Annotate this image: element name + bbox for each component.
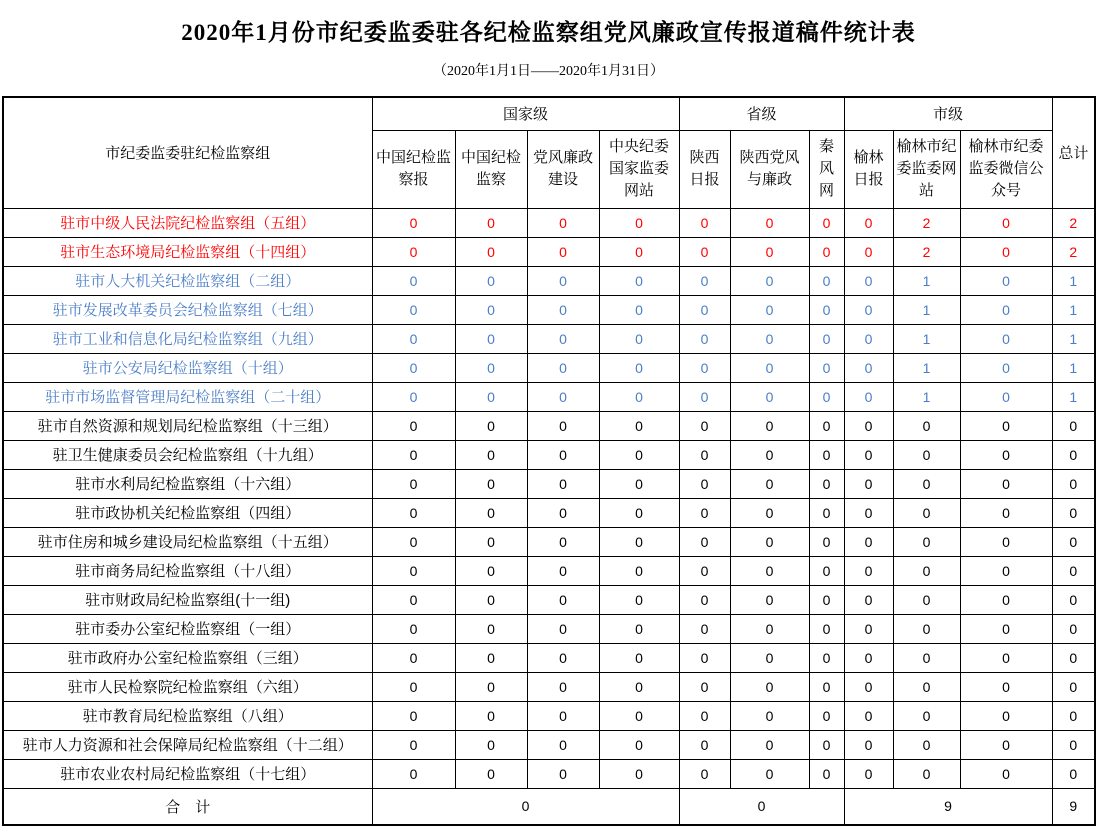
value-cell: 0 (844, 585, 893, 614)
column-header-2-2: 榆林市纪委监委微信公众号 (960, 130, 1052, 208)
row-total: 0 (1052, 759, 1095, 788)
value-cell: 0 (527, 672, 599, 701)
value-cell: 0 (372, 527, 455, 556)
value-cell: 0 (372, 353, 455, 382)
value-cell: 0 (372, 585, 455, 614)
table-row (3, 353, 1095, 382)
group-name: 驻市商务局纪检监察组（十八组） (3, 556, 372, 585)
value-cell: 0 (372, 266, 455, 295)
value-cell: 1 (893, 295, 960, 324)
corner-header: 市纪委监委驻纪检监察组 (3, 97, 372, 208)
page-title: 2020年1月份市纪委监委驻各纪检监察组党风廉政宣传报道稿件统计表 (181, 20, 916, 45)
group-name: 驻市人力资源和社会保障局纪检监察组（十二组） (3, 730, 372, 759)
value-cell: 0 (372, 730, 455, 759)
value-cell: 0 (527, 411, 599, 440)
row-total: 0 (1052, 527, 1095, 556)
value-cell: 0 (372, 411, 455, 440)
row-total: 2 (1052, 208, 1095, 237)
table-row (3, 614, 1095, 643)
column-header-0-1: 中国纪检监察 (455, 130, 527, 208)
value-cell: 0 (844, 237, 893, 266)
value-cell: 0 (455, 469, 527, 498)
value-cell: 0 (960, 585, 1052, 614)
group-total-0: 0 (372, 788, 679, 825)
value-cell: 0 (455, 730, 527, 759)
value-cell: 0 (960, 208, 1052, 237)
value-cell: 0 (960, 730, 1052, 759)
value-cell: 0 (809, 672, 844, 701)
table-row (3, 237, 1095, 266)
value-cell: 0 (527, 730, 599, 759)
group-name: 驻市教育局纪检监察组（八组） (3, 701, 372, 730)
row-total: 0 (1052, 614, 1095, 643)
value-cell: 0 (730, 237, 809, 266)
value-cell: 0 (599, 411, 679, 440)
column-header-1-2: 秦风网 (809, 130, 844, 208)
value-cell: 0 (809, 527, 844, 556)
value-cell: 0 (893, 585, 960, 614)
group-name: 驻市农业农村局纪检监察组（十七组） (3, 759, 372, 788)
value-cell: 0 (599, 556, 679, 585)
row-total: 0 (1052, 469, 1095, 498)
value-cell: 0 (372, 614, 455, 643)
value-cell: 0 (455, 411, 527, 440)
value-cell: 0 (527, 614, 599, 643)
value-cell: 0 (679, 208, 730, 237)
value-cell: 0 (809, 382, 844, 411)
value-cell: 0 (599, 382, 679, 411)
value-cell: 0 (599, 759, 679, 788)
group-header-1: 省级 (679, 97, 844, 130)
value-cell: 0 (730, 208, 809, 237)
value-cell: 0 (844, 208, 893, 237)
group-name: 驻市中级人民法院纪检监察组（五组） (3, 208, 372, 237)
value-cell: 0 (599, 614, 679, 643)
value-cell: 0 (679, 411, 730, 440)
value-cell: 0 (960, 614, 1052, 643)
value-cell: 0 (372, 759, 455, 788)
value-cell: 0 (730, 527, 809, 556)
value-cell: 0 (960, 527, 1052, 556)
value-cell: 0 (844, 730, 893, 759)
value-cell: 0 (960, 469, 1052, 498)
value-cell: 0 (527, 237, 599, 266)
value-cell: 0 (679, 701, 730, 730)
group-total-2: 9 (844, 788, 1052, 825)
group-name: 驻市人大机关纪检监察组（二组） (3, 266, 372, 295)
table-row (3, 701, 1095, 730)
group-header-2: 市级 (844, 97, 1052, 130)
value-cell: 0 (960, 759, 1052, 788)
group-name: 驻市政府办公室纪检监察组（三组） (3, 643, 372, 672)
value-cell: 0 (844, 556, 893, 585)
value-cell: 0 (844, 295, 893, 324)
value-cell: 0 (455, 614, 527, 643)
value-cell: 0 (893, 527, 960, 556)
value-cell: 0 (960, 237, 1052, 266)
group-total-1: 0 (679, 788, 844, 825)
value-cell: 0 (527, 382, 599, 411)
table-row (3, 440, 1095, 469)
table-row (3, 295, 1095, 324)
value-cell: 0 (679, 237, 730, 266)
row-total: 0 (1052, 498, 1095, 527)
value-cell: 0 (844, 469, 893, 498)
grand-total-label: 合 计 (3, 788, 372, 825)
value-cell: 0 (809, 730, 844, 759)
value-cell: 0 (527, 324, 599, 353)
table-footer (3, 788, 1095, 825)
value-cell: 0 (809, 556, 844, 585)
value-cell: 0 (960, 556, 1052, 585)
value-cell: 0 (527, 498, 599, 527)
row-total: 1 (1052, 266, 1095, 295)
group-name: 驻市水利局纪检监察组（十六组） (3, 469, 372, 498)
value-cell: 0 (809, 440, 844, 469)
value-cell: 0 (809, 614, 844, 643)
value-cell: 0 (679, 440, 730, 469)
value-cell: 0 (809, 701, 844, 730)
value-cell: 0 (527, 266, 599, 295)
value-cell: 0 (527, 556, 599, 585)
value-cell: 0 (679, 324, 730, 353)
value-cell: 0 (679, 672, 730, 701)
value-cell: 0 (893, 643, 960, 672)
value-cell: 0 (372, 237, 455, 266)
value-cell: 0 (599, 266, 679, 295)
table-row (3, 324, 1095, 353)
value-cell: 0 (809, 759, 844, 788)
group-name: 驻市财政局纪检监察组(十一组) (3, 585, 372, 614)
value-cell: 0 (960, 643, 1052, 672)
row-total: 0 (1052, 730, 1095, 759)
value-cell: 0 (455, 324, 527, 353)
value-cell: 0 (844, 382, 893, 411)
value-cell: 0 (844, 672, 893, 701)
value-cell: 0 (455, 266, 527, 295)
row-total: 1 (1052, 353, 1095, 382)
header-group-row (3, 97, 1095, 130)
value-cell: 0 (372, 382, 455, 411)
group-name: 驻市生态环境局纪检监察组（十四组） (3, 237, 372, 266)
value-cell: 0 (893, 730, 960, 759)
row-total: 0 (1052, 411, 1095, 440)
row-total: 0 (1052, 643, 1095, 672)
row-total: 1 (1052, 324, 1095, 353)
value-cell: 0 (679, 643, 730, 672)
group-name: 驻市政协机关纪检监察组（四组） (3, 498, 372, 527)
value-cell: 0 (730, 585, 809, 614)
value-cell: 0 (809, 324, 844, 353)
value-cell: 0 (844, 614, 893, 643)
value-cell: 0 (372, 440, 455, 469)
value-cell: 0 (679, 527, 730, 556)
row-total: 0 (1052, 556, 1095, 585)
table-body (3, 208, 1095, 788)
value-cell: 0 (527, 643, 599, 672)
value-cell: 0 (455, 237, 527, 266)
value-cell: 0 (599, 324, 679, 353)
value-cell: 0 (455, 208, 527, 237)
value-cell: 1 (893, 324, 960, 353)
row-total: 1 (1052, 382, 1095, 411)
row-total: 0 (1052, 440, 1095, 469)
value-cell: 0 (455, 353, 527, 382)
value-cell: 0 (372, 672, 455, 701)
group-name: 驻市市场监督管理局纪检监察组（二十组） (3, 382, 372, 411)
value-cell: 0 (599, 527, 679, 556)
value-cell: 0 (730, 353, 809, 382)
value-cell: 0 (844, 411, 893, 440)
value-cell: 0 (372, 469, 455, 498)
value-cell: 0 (679, 353, 730, 382)
value-cell: 0 (844, 353, 893, 382)
value-cell: 0 (527, 295, 599, 324)
group-name: 驻市委办公室纪检监察组（一组） (3, 614, 372, 643)
value-cell: 0 (844, 440, 893, 469)
column-header-1-0: 陕西日报 (679, 130, 730, 208)
value-cell: 0 (527, 440, 599, 469)
row-total: 0 (1052, 585, 1095, 614)
value-cell: 0 (844, 324, 893, 353)
value-cell: 0 (960, 266, 1052, 295)
grand-total-row (3, 788, 1095, 825)
group-header-0: 国家级 (372, 97, 679, 130)
value-cell: 0 (730, 556, 809, 585)
value-cell: 0 (893, 498, 960, 527)
column-header-0-0: 中国纪检监察报 (372, 130, 455, 208)
value-cell: 0 (679, 759, 730, 788)
value-cell: 0 (893, 440, 960, 469)
table-row (3, 382, 1095, 411)
value-cell: 0 (372, 556, 455, 585)
column-header-0-3: 中央纪委国家监委网站 (599, 130, 679, 208)
table-row (3, 759, 1095, 788)
table-row (3, 411, 1095, 440)
value-cell: 0 (730, 759, 809, 788)
column-header-2-0: 榆林日报 (844, 130, 893, 208)
value-cell: 0 (730, 498, 809, 527)
value-cell: 0 (844, 759, 893, 788)
value-cell: 0 (960, 324, 1052, 353)
value-cell: 0 (679, 498, 730, 527)
group-name: 驻市发展改革委员会纪检监察组（七组） (3, 295, 372, 324)
value-cell: 0 (599, 730, 679, 759)
value-cell: 0 (809, 411, 844, 440)
value-cell: 0 (527, 585, 599, 614)
value-cell: 0 (372, 295, 455, 324)
value-cell: 0 (372, 643, 455, 672)
value-cell: 0 (455, 759, 527, 788)
value-cell: 0 (679, 266, 730, 295)
value-cell: 0 (599, 440, 679, 469)
column-header-2-1: 榆林市纪委监委网站 (893, 130, 960, 208)
table-row (3, 556, 1095, 585)
value-cell: 0 (730, 324, 809, 353)
table-row (3, 266, 1095, 295)
value-cell: 0 (960, 672, 1052, 701)
value-cell: 0 (679, 556, 730, 585)
value-cell: 0 (893, 556, 960, 585)
value-cell: 0 (844, 701, 893, 730)
value-cell: 0 (599, 585, 679, 614)
value-cell: 0 (679, 295, 730, 324)
value-cell: 0 (455, 643, 527, 672)
value-cell: 0 (455, 440, 527, 469)
value-cell: 0 (599, 295, 679, 324)
value-cell: 0 (372, 701, 455, 730)
table-row (3, 585, 1095, 614)
value-cell: 0 (455, 498, 527, 527)
value-cell: 0 (730, 643, 809, 672)
value-cell: 0 (599, 237, 679, 266)
value-cell: 0 (809, 266, 844, 295)
value-cell: 0 (599, 672, 679, 701)
table-row (3, 469, 1095, 498)
row-total: 2 (1052, 237, 1095, 266)
column-header-1-1: 陕西党风与廉政 (730, 130, 809, 208)
value-cell: 0 (730, 730, 809, 759)
value-cell: 0 (730, 382, 809, 411)
value-cell: 0 (844, 266, 893, 295)
value-cell: 0 (599, 353, 679, 382)
value-cell: 0 (809, 295, 844, 324)
value-cell: 0 (679, 585, 730, 614)
value-cell: 0 (599, 701, 679, 730)
value-cell: 0 (455, 527, 527, 556)
value-cell: 0 (455, 295, 527, 324)
value-cell: 0 (527, 208, 599, 237)
value-cell: 0 (893, 759, 960, 788)
value-cell: 0 (730, 701, 809, 730)
value-cell: 1 (893, 353, 960, 382)
total-header: 总计 (1052, 97, 1095, 208)
value-cell: 0 (844, 527, 893, 556)
group-name: 驻市住房和城乡建设局纪检监察组（十五组） (3, 527, 372, 556)
column-header-0-2: 党风廉政建设 (527, 130, 599, 208)
value-cell: 0 (809, 643, 844, 672)
value-cell: 0 (372, 324, 455, 353)
statistics-table (2, 96, 1096, 826)
value-cell: 1 (893, 266, 960, 295)
value-cell: 0 (455, 701, 527, 730)
group-name: 驻市自然资源和规划局纪检监察组（十三组） (3, 411, 372, 440)
value-cell: 0 (730, 469, 809, 498)
value-cell: 0 (730, 614, 809, 643)
value-cell: 2 (893, 208, 960, 237)
value-cell: 0 (960, 295, 1052, 324)
value-cell: 0 (893, 614, 960, 643)
value-cell: 0 (960, 353, 1052, 382)
value-cell: 0 (527, 469, 599, 498)
value-cell: 0 (960, 498, 1052, 527)
value-cell: 0 (599, 498, 679, 527)
grand-total-value: 9 (1052, 788, 1095, 825)
value-cell: 0 (599, 469, 679, 498)
value-cell: 0 (730, 440, 809, 469)
value-cell: 0 (844, 498, 893, 527)
value-cell: 0 (679, 614, 730, 643)
value-cell: 0 (455, 672, 527, 701)
table-row (3, 730, 1095, 759)
table-row (3, 672, 1095, 701)
value-cell: 0 (844, 643, 893, 672)
group-name: 驻市公安局纪检监察组（十组） (3, 353, 372, 382)
value-cell: 0 (730, 672, 809, 701)
value-cell: 0 (527, 759, 599, 788)
value-cell: 0 (455, 556, 527, 585)
table-row (3, 498, 1095, 527)
table-header (3, 97, 1095, 208)
value-cell: 0 (679, 469, 730, 498)
value-cell: 0 (455, 585, 527, 614)
group-name: 驻市人民检察院纪检监察组（六组） (3, 672, 372, 701)
value-cell: 0 (893, 469, 960, 498)
date-range-subtitle: （2020年1月1日——2020年1月31日） (433, 64, 664, 79)
row-total: 0 (1052, 672, 1095, 701)
group-name: 驻卫生健康委员会纪检监察组（十九组） (3, 440, 372, 469)
value-cell: 0 (893, 701, 960, 730)
value-cell: 0 (960, 382, 1052, 411)
value-cell: 0 (960, 411, 1052, 440)
value-cell: 0 (960, 701, 1052, 730)
value-cell: 0 (893, 672, 960, 701)
value-cell: 0 (730, 266, 809, 295)
value-cell: 0 (372, 208, 455, 237)
row-total: 0 (1052, 701, 1095, 730)
value-cell: 0 (809, 208, 844, 237)
value-cell: 0 (527, 353, 599, 382)
group-name: 驻市工业和信息化局纪检监察组（九组） (3, 324, 372, 353)
value-cell: 0 (679, 730, 730, 759)
value-cell: 0 (527, 527, 599, 556)
value-cell: 0 (809, 469, 844, 498)
value-cell: 0 (893, 411, 960, 440)
value-cell: 2 (893, 237, 960, 266)
value-cell: 0 (730, 411, 809, 440)
value-cell: 0 (809, 498, 844, 527)
value-cell: 0 (527, 701, 599, 730)
value-cell: 0 (809, 353, 844, 382)
value-cell: 0 (960, 440, 1052, 469)
value-cell: 0 (679, 382, 730, 411)
table-row (3, 527, 1095, 556)
value-cell: 0 (730, 295, 809, 324)
value-cell: 0 (809, 585, 844, 614)
value-cell: 1 (893, 382, 960, 411)
value-cell: 0 (372, 498, 455, 527)
table-row (3, 208, 1095, 237)
value-cell: 0 (599, 643, 679, 672)
value-cell: 0 (809, 237, 844, 266)
value-cell: 0 (455, 382, 527, 411)
table-row (3, 643, 1095, 672)
value-cell: 0 (599, 208, 679, 237)
row-total: 1 (1052, 295, 1095, 324)
